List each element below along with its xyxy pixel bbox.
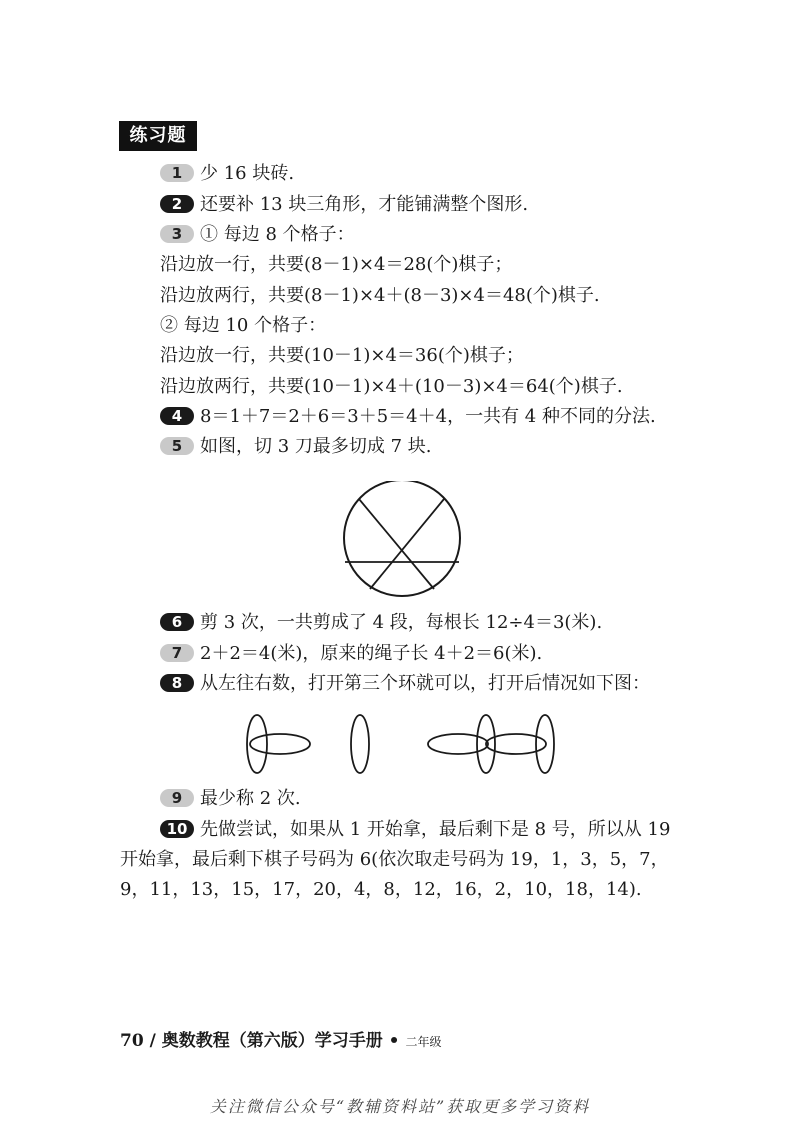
- answer-text: 如图，切 3 刀最多切成 7 块.: [200, 436, 432, 457]
- answer-text: 8＝1＋7＝2＋6＝3＋5＝4＋4，一共有 4 种不同的分法.: [200, 406, 656, 427]
- answer-3-line-2: 沿边放一行，共要(8－1)×4＝28(个)棋子；: [160, 254, 513, 275]
- number-badge: 5: [160, 437, 194, 455]
- answer-9: [160, 786, 301, 812]
- rings-figure: [240, 711, 560, 777]
- answer-3-line-4: ② 每边 10 个格子：: [160, 315, 327, 336]
- answer-text: 2＋2＝4(米)，原来的绳子长 4＋2＝6(米).: [200, 643, 543, 664]
- ring-2: [250, 734, 310, 754]
- answer-text: 少 16 块砖.: [200, 163, 295, 184]
- answer-text: 先做尝试，如果从 1 开始拿，最后剩下是 8 号，所以从 19: [200, 819, 671, 840]
- answer-10: [160, 817, 670, 843]
- cut-line-1: [359, 499, 434, 589]
- number-badge: 4: [160, 407, 194, 425]
- number-badge: 2: [160, 195, 194, 213]
- footer-separator: /: [149, 1031, 156, 1051]
- page-footer: [120, 1026, 441, 1051]
- answer-10-line-2: 开始拿，最后剩下棋子号码为 6(依次取走号码为 19，1，3，5，7，: [120, 849, 669, 870]
- section-title: 练习题: [119, 121, 197, 151]
- answer-4: [160, 404, 656, 430]
- answer-2: [160, 192, 528, 218]
- answer-text: ① 每边 8 个格子：: [200, 224, 355, 245]
- answer-text: 还要补 13 块三角形，才能铺满整个图形.: [200, 194, 529, 215]
- answer-6: [160, 610, 602, 636]
- number-badge: 10: [160, 820, 194, 838]
- answer-5: [160, 434, 432, 460]
- answer-3-line-3: 沿边放两行，共要(8－1)×4＋(8－3)×4＝48(个)棋子.: [160, 285, 600, 306]
- book-title: 奥数教程（第六版）学习手册: [161, 1031, 383, 1051]
- ring-4: [428, 734, 488, 754]
- answer-1: [160, 161, 294, 187]
- circle-cut-figure: [338, 481, 466, 597]
- number-badge: 9: [160, 789, 194, 807]
- answer-text: 剪 3 次，一共剪成了 4 段，每根长 12÷4＝3(米).: [200, 612, 603, 633]
- answer-3-line-6: 沿边放两行，共要(10－1)×4＋(10－3)×4＝64(个)棋子.: [160, 376, 623, 397]
- page-number: 70: [120, 1031, 144, 1051]
- answer-3-line-5: 沿边放一行，共要(10－1)×4＝36(个)棋子；: [160, 345, 524, 366]
- ring-3-open: [351, 715, 369, 773]
- number-badge: 3: [160, 225, 194, 243]
- number-badge: 7: [160, 644, 194, 662]
- answer-7: [160, 641, 542, 667]
- circle-shape: [344, 481, 460, 596]
- number-badge: 6: [160, 613, 194, 631]
- number-badge: 8: [160, 674, 194, 692]
- watermark-text: 关注微信公众号“教辅资料站”获取更多学习资料: [209, 1097, 591, 1116]
- grade-label: 二年级: [405, 1035, 442, 1049]
- answer-text: 从左往右数，打开第三个环就可以，打开后情况如下图：: [200, 673, 650, 694]
- ring-7: [536, 715, 554, 773]
- answer-8: [160, 671, 650, 697]
- cut-line-2: [370, 499, 444, 589]
- number-badge: 1: [160, 164, 194, 182]
- answer-text: 最少称 2 次.: [200, 788, 301, 809]
- footer-dot: •: [388, 1031, 400, 1051]
- answer-3: [160, 222, 355, 248]
- answer-10-line-3: 9，11，13，15，17，20，4，8，12，16，2，10，18，14).: [120, 879, 642, 900]
